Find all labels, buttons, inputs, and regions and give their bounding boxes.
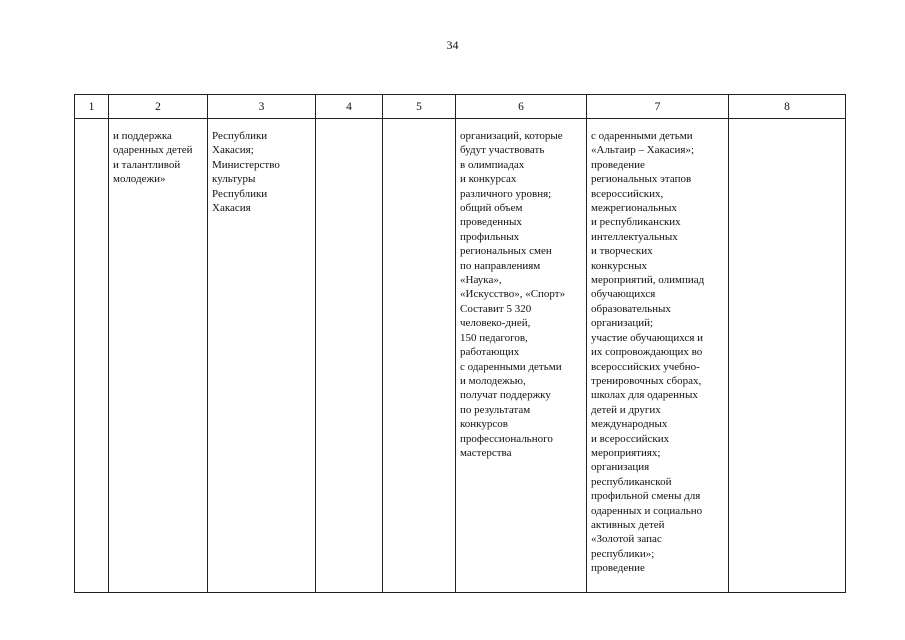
page-number: 34 (446, 38, 459, 52)
table-header-row (75, 95, 846, 119)
column-header-5: 5 (383, 95, 456, 119)
cell-col-6-expected-result: организаций, которые будут участвовать в олимпиадах и конкурсах различного уровня; общий объем проведенных профильных региональных смен по направлениям «Наука», «Искусство», «Спорт» Составит 5 320 человеко-дней, 150 педагогов, работающих с одаренными детьми и молодежью, получат поддержку по результатам конкурсов профессионального мастерства (456, 119, 587, 593)
column-header-1: 1 (75, 95, 109, 119)
table-row (75, 119, 846, 593)
column-header-2: 2 (109, 95, 208, 119)
column-header-6: 6 (456, 95, 587, 119)
cell-col-5 (383, 119, 456, 593)
cell-col-7-activities: с одаренными детьми «Альтаир – Хакасия»; проведение региональных этапов всероссийских, межрегиональных и республиканских интеллектуальных и творческих конкурсных мероприятий, олимпиад обучающихся образовательных организаций; участие обучающихся и их сопровождающих во всероссийских учебно- тренировочных сборах, школах для одаренных детей и других международных и всероссийских мероприятиях; организация республиканской профильной смены для одаренных и социально активных детей «Золотой запас республики»; проведение (587, 119, 729, 593)
cell-col-4 (316, 119, 383, 593)
column-header-3: 3 (208, 95, 316, 119)
cell-col-1 (75, 119, 109, 593)
cell-col-3-responsible: Республики Хакасия; Министерство культуры Республики Хакасия (208, 119, 316, 593)
column-header-8: 8 (729, 95, 846, 119)
column-header-4: 4 (316, 95, 383, 119)
column-header-7: 7 (587, 95, 729, 119)
program-table (74, 94, 846, 593)
cell-col-8 (729, 119, 846, 593)
cell-col-2-event-name: и поддержка одаренных детей и талантливой молодежи» (109, 119, 208, 593)
